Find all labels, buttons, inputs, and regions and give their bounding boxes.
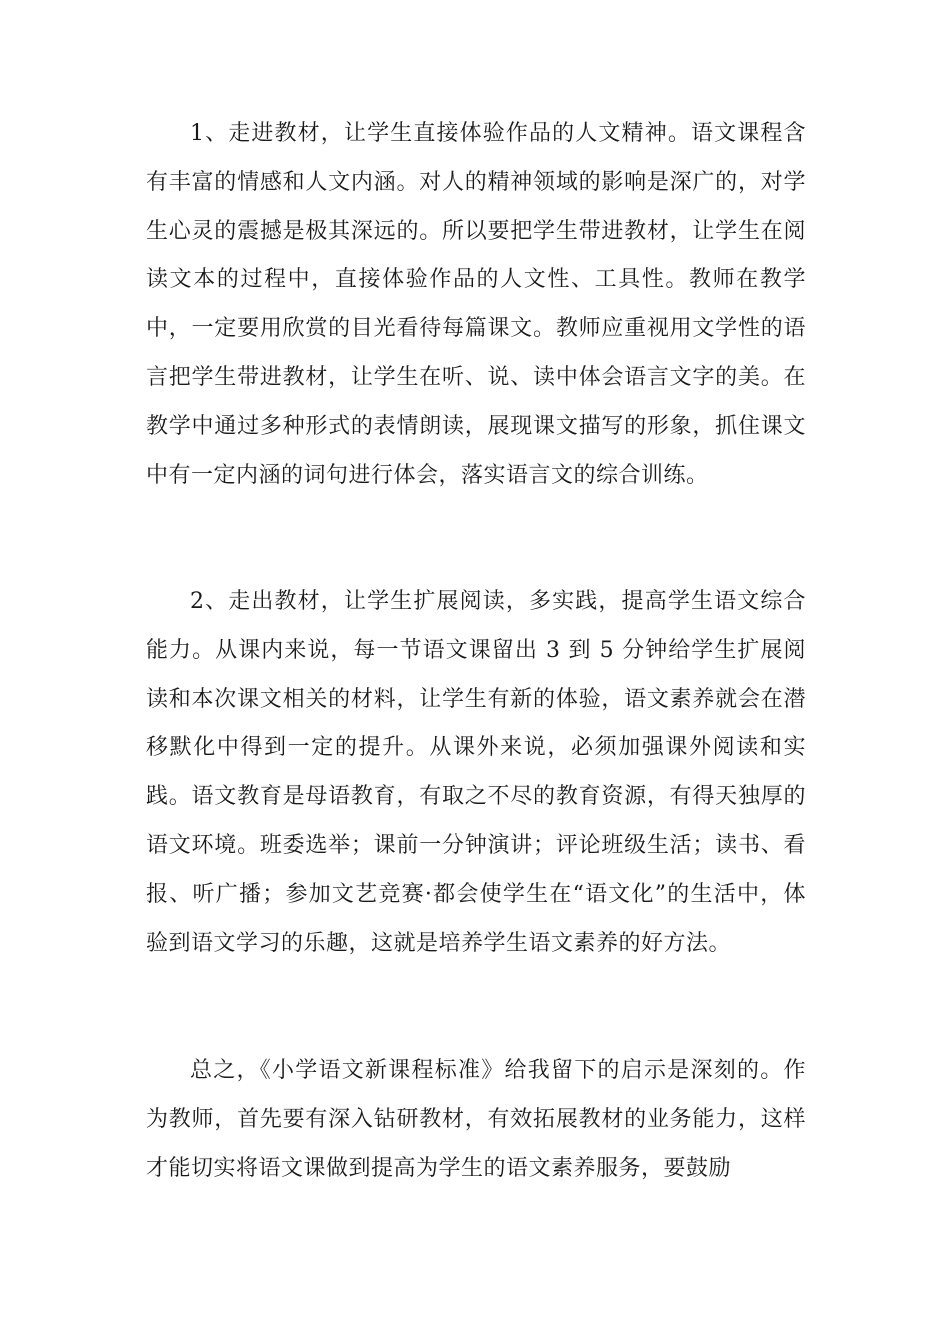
paragraph-extended-reading: 2、走出教材，让学生扩展阅读，多实践，提高学生语文综合能力。从课内来说，每一节语文课留出 3 到 5 分钟给学生扩展阅读和本次课文相关的材料，让学生有新的体验，语文素养就会在潜移默化中得到一定的提升。从课外来说，必须加强课外阅读和实践。语文教育是母语教育，有取之不尽的教育资源，有得天独厚的语文环境。班委选举；课前一分钟演讲；评论班级生活；读书、看报、听广播；参加文艺竞赛·都会使学生在“语文化”的生活中，体验到语文学习的乐趣，这就是培养学生语文素养的好方法。 [146,589,806,956]
paragraph-textbook-immersion: 1、走进教材，让学生直接体验作品的人文精神。语文课程含有丰富的情感和人文内涵。对人的精神领域的影响是深广的，对学生心灵的震撼是极其深远的。所以要把学生带进教材，让学生在阅读文本的过程中，直接体验作品的人文性、工具性。教师在教学中，一定要用欣赏的目光看待每篇课文。教师应重视用文学性的语言把学生带进教材，让学生在听、说、读中体会语言文字的美。在教学中通过多种形式的表情朗读，展现课文描写的形象，抓住课文中有一定内涵的词句进行体会，落实语言文的综合训练。 [146,121,806,488]
paragraph-conclusion: 总之，《小学语文新课程标准》给我留下的启示是深刻的。作为教师，首先要有深入钻研教材，有效拓展教材的业务能力，这样才能切实将语文课做到提高为学生的语文素养服务，要鼓励 [146,1058,806,1181]
